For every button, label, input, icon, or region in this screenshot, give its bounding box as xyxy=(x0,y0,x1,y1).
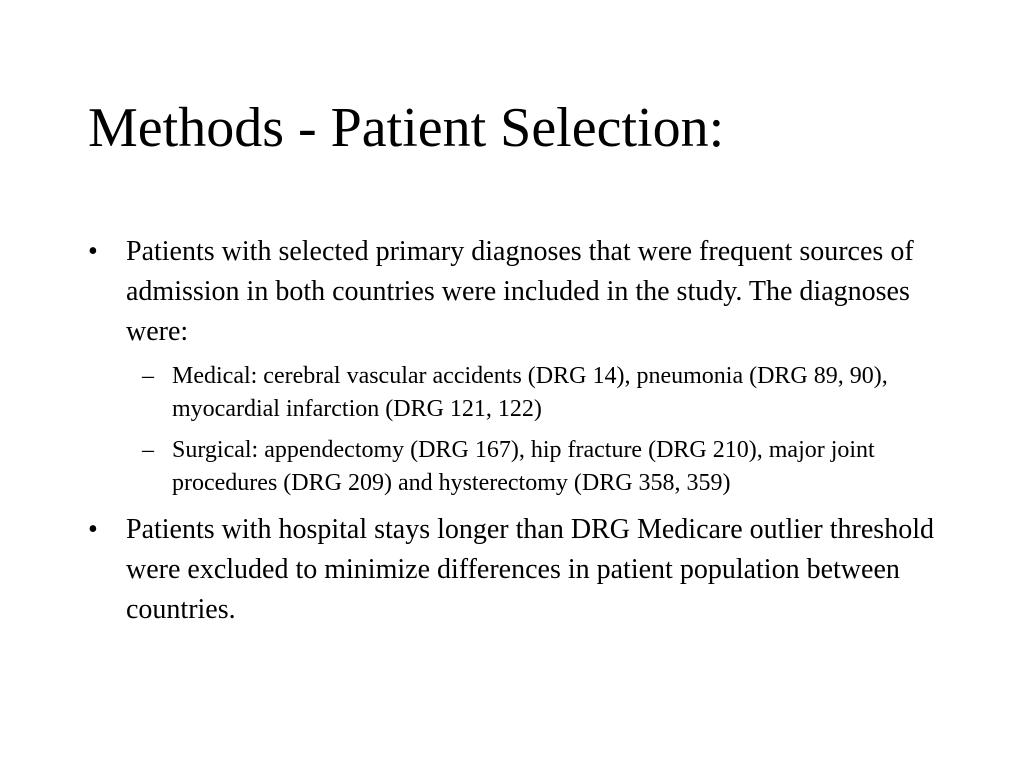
bullet-marker: • xyxy=(88,514,98,545)
bullet-marker: • xyxy=(88,236,98,267)
subbullet-text: Surgical: appendectomy (DRG 167), hip fracture (DRG 210), major joint procedures (DRG 209) and hysterectomy (DRG 358, 359) xyxy=(172,437,875,496)
bullet-list xyxy=(88,232,968,636)
subbullet-item xyxy=(126,434,968,500)
subbullet-marker: – xyxy=(142,363,154,389)
bullet-text: Patients with selected primary diagnoses that were frequent sources of admission in both countries were included in the study. The diagnoses were: xyxy=(126,236,914,347)
subbullet-list xyxy=(126,360,968,500)
subbullet-item xyxy=(126,360,968,426)
slide-title: Methods - Patient Selection: xyxy=(88,97,725,159)
bullet-item xyxy=(88,510,968,630)
subbullet-marker: – xyxy=(142,437,154,463)
subbullet-text: Medical: cerebral vascular accidents (DRG 14), pneumonia (DRG 89, 90), myocardial infarction (DRG 121, 122) xyxy=(172,363,888,422)
bullet-item xyxy=(88,232,968,500)
bullet-text: Patients with hospital stays longer than DRG Medicare outlier threshold were excluded to minimize differences in patient population between countries. xyxy=(126,514,934,625)
